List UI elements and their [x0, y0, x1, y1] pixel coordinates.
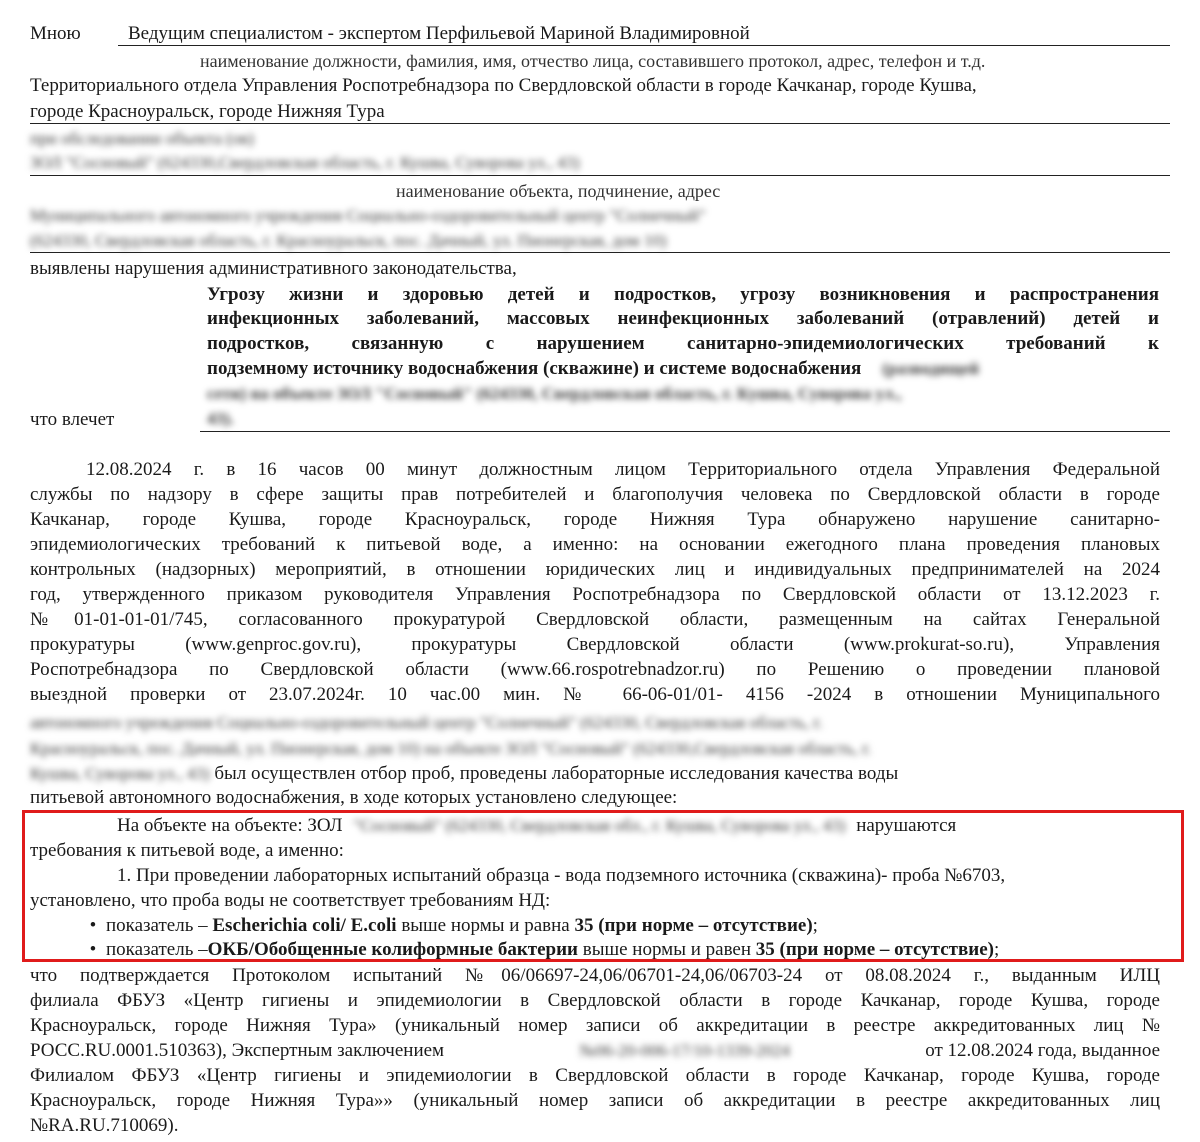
object-underline-2 — [30, 252, 1170, 253]
bullet-prefix: показатель – — [106, 939, 208, 960]
body-line: Качканар, городе Кушва, городе Красноуральск, городе Нижняя Тура обнаружено нарушение санитарно- — [30, 509, 1160, 530]
footer-expert-tail: от 12.08.2024 года, выданное — [925, 1040, 1160, 1061]
object-underline — [30, 175, 1170, 176]
body-line-13 — [30, 762, 898, 786]
body-line-13-tail: был осуществлен отбор проб, проведены лабораторные исследования качества воды — [209, 763, 899, 784]
highlight-object-blur: "Сосновый" (624330, Свердловская обл., г. Кушва, Суворова ул., 43) — [353, 816, 846, 835]
violation-bold-line-4 — [207, 357, 1159, 381]
footer-line: Красноуральск, городе Нижняя Тура»» (уникальный номер записи об аккредитации в реестре аккредитованных лиц — [30, 1090, 1160, 1111]
object-blurred-line-3: Муниципального автономного учреждения Социально-оздоровительный центр "Солнечный" — [30, 206, 706, 225]
body-line: №01-01-01-01/745, согласованного прокуратурой Свердловской области, размещенным на сайтах Генеральной — [30, 609, 1160, 630]
body-blur-line-2: Красноуральск, пос. Дачный, ул. Пионерская, дом 10) на объекте ЗОЛ "Сосновый" (624330,Свердловская область, г. — [30, 739, 872, 758]
violation-blur-line-5: сети) на объекте ЗОЛ "Сосновый" (624330, Свердловская область, г. Кушва, Суворова ул., — [207, 384, 902, 403]
by-label: Мною — [30, 23, 81, 44]
indicator-norm: (при норме – отсутствие) — [774, 939, 994, 960]
violation-bold-line: Угрозу жизни и здоровью детей и подростков, угрозу возникновения и распространения — [207, 284, 1159, 305]
footer-expert-label: РОСС.RU.0001.510363), Экспертным заключением — [30, 1040, 445, 1061]
consequence-label: что влечет — [30, 409, 115, 430]
object-blurred-line-4: (624330, Свердловская область, г. Красноуральск, пос. Дачный, ул. Пионерская, дом 10) — [30, 231, 667, 250]
violation-bold-text: подземному источнику водоснабжения (скважине) и системе водоснабжения — [207, 358, 862, 379]
bullet-prefix: показатель – — [106, 915, 213, 936]
footer-line-4 — [30, 1039, 1160, 1063]
body-line: выездной проверки от 23.07.2024г. 10 час.00 мин. № 66-06-01/01- 4156 -2024 в отношении Муниципального — [30, 684, 1160, 705]
footer-line-last: №RA.RU.710069). — [30, 1115, 179, 1136]
violation-blur-line-6: 43). — [207, 409, 234, 428]
highlight-violated: нарушаются — [856, 815, 957, 836]
body-blur-part: Кушва, Суворова ул., 43) — [30, 764, 210, 783]
highlight-line-1 — [117, 814, 956, 838]
indicator-name: ОКБ/Обобщенные колиформные бактерии — [207, 939, 578, 960]
indicator-bullet-1 — [80, 914, 818, 938]
highlight-line-4: установлено, что проба воды не соответствует требованиям НД: — [30, 890, 551, 911]
indicator-name: Escherichia coli/ E.coli — [212, 915, 397, 936]
footer-line: филиала ФБУЗ «Центр гигиены и эпидемиологии в Свердловской области в городе Качканар, городе Кушва, городе — [30, 990, 1160, 1011]
highlight-line-2: требования к питьевой воде, а именно: — [30, 840, 344, 861]
bullet-end: ; — [993, 939, 1000, 960]
footer-line: Красноуральск, городе Нижняя Тура» (уникальный номер записи об аккредитации в реестре аккредитованных лиц № — [30, 1015, 1160, 1036]
bullet-end: ; — [812, 915, 818, 936]
indicator-norm: (при норме – отсутствие) — [593, 915, 813, 936]
body-line: год, утвержденного приказом руководителя Управления Роспотребнадзора по Свердловской области от 13.12.2023 г. — [30, 584, 1160, 605]
indicator-value: 35 — [574, 915, 594, 936]
violation-bold-line: инфекционных заболеваний, массовых неинфекционных заболеваний (отравлений) детей и — [207, 308, 1159, 329]
body-line: эпидемиологических требований к питьевой воде, а именно: на основании ежегодного плана проведения плановых — [30, 534, 1160, 555]
bullet-dot: • — [89, 939, 97, 960]
violation-underline — [200, 431, 1170, 432]
body-line-14: питьевой автономного водоснабжения, в ходе которых установлено следующее: — [30, 787, 678, 808]
object-caption: наименование объекта, подчинение, адрес — [396, 181, 721, 201]
org-underline — [30, 123, 1170, 124]
body-line: контрольных (надзорных) мероприятий, в отношении юридических лиц и индивидуальных предпринимателей на 2024 — [30, 559, 1160, 580]
author-underline — [118, 45, 1170, 46]
body-line: прокуратуры (www.genproc.gov.ru), прокуратуры Свердловской области (www.prokurat-so.ru), Управления — [30, 634, 1160, 655]
footer-line: Филиалом ФБУЗ «Центр гигиены и эпидемиологии в Свердловской области в городе Качканар, городе Кушва, городе — [30, 1065, 1160, 1086]
bullet-middle: выше нормы и равна — [396, 915, 575, 936]
author-caption: наименование должности, фамилия, имя, отчество лица, составившего протокол, адрес, телефон и т.д. — [200, 51, 986, 71]
highlight-line-3: 1. При проведении лабораторных испытаний образца - вода подземного источника (скважина)- проба №6703, — [117, 865, 1006, 886]
indicator-value: 35 — [755, 939, 775, 960]
author-name: Ведущим специалистом - экспертом Перфильевой Мариной Владимировной — [128, 23, 750, 44]
object-blurred-line-1: при обследовании объекта (ов) — [30, 129, 254, 148]
body-blur-line-1: автономного учреждения Социально-оздоровительный центр "Солнечный" (624330, Свердловская область, г. — [30, 713, 823, 732]
bullet-middle: выше нормы и равен — [578, 939, 756, 960]
footer-line: что подтверждается Протоколом испытаний №06/06697-24,06/06701-24,06/06703-24 от 08.08.2024 г., выданным ИЛЦ — [30, 965, 1160, 986]
org-line-1: Территориального отдела Управления Роспотребнадзора по Свердловской области в городе Качканар, городе Кушва, — [30, 75, 977, 96]
org-line-2: городе Красноуральск, городе Нижняя Тура — [30, 101, 385, 122]
footer-expert-number: №06-20-006-17/10-1339-2024 — [579, 1041, 791, 1060]
body-line: 12.08.2024 г. в 16 часов 00 минут должностным лицом Территориального отдела Управления Федеральной — [86, 459, 1160, 480]
body-line: службы по надзору в сфере защиты прав потребителей и благополучия человека по Свердловской области в городе — [30, 484, 1160, 505]
body-line: Роспотребнадзора по Свердловской области (www.66.rospotrebnadzor.ru) по Решению о проведении плановой — [30, 659, 1160, 680]
bullet-dot: • — [89, 915, 97, 936]
violation-bold-line: подростков, связанную с нарушением санитарно-эпидемиологических требований к — [207, 333, 1159, 354]
object-blurred-line-2: ЗОЛ "Сосновый" (624330,Свердловская область, г. Кушва, Суворова ул., 43) — [30, 153, 580, 172]
indicator-bullet-2 — [80, 938, 999, 962]
highlight-object-label: На объекте на объекте: ЗОЛ — [117, 815, 343, 836]
violation-blur-tail: (разводящей — [882, 359, 980, 378]
violation-intro: выявлены нарушения административного законодательства, — [30, 258, 517, 279]
